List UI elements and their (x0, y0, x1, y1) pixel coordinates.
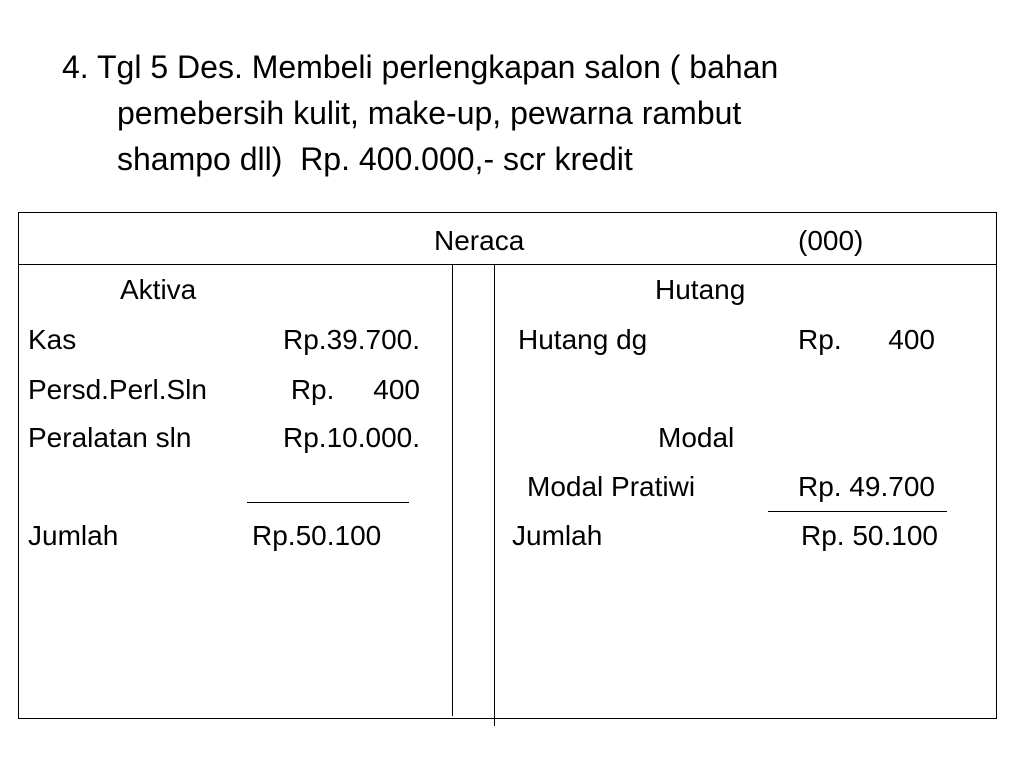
equity-label-modal: Modal Pratiwi (527, 471, 696, 502)
statement-line-3: shampo dll) Rp. 400.000,- scr kredit (117, 141, 633, 177)
statement-line-2: pemebersih kulit, make-up, pewarna rambut (117, 95, 742, 131)
statement-line-1: 4. Tgl 5 Des. Membeli perlengkapan salon ( bahan (62, 49, 779, 85)
unit-label: (000) (798, 225, 864, 256)
t-account-right-divider (494, 264, 495, 726)
asset-sum-underline (247, 502, 409, 503)
aktiva-header: Aktiva (120, 274, 197, 305)
asset-amount-peralatan: Rp.10.000. (283, 422, 420, 453)
asset-label-kas: Kas (28, 324, 77, 355)
asset-label-persediaan: Persd.Perl.Sln (28, 374, 207, 405)
asset-amount-kas: Rp.39.700. (283, 324, 420, 355)
liability-sum-underline (768, 511, 947, 512)
t-account-left-divider (452, 264, 453, 716)
liability-total-amount: Rp. 50.100 (801, 520, 938, 551)
equity-amount-modal: Rp. 49.700 (798, 471, 935, 502)
asset-label-peralatan: Peralatan sln (28, 422, 192, 453)
liability-total-label: Jumlah (512, 520, 603, 551)
asset-amount-persediaan: Rp. 400 (290, 374, 420, 405)
problem-statement (62, 44, 778, 182)
asset-total-amount: Rp.50.100 (252, 520, 382, 551)
asset-total-label: Jumlah (28, 520, 119, 551)
balance-sheet-title: Neraca (434, 225, 525, 256)
title-divider (18, 264, 997, 265)
modal-header: Modal (658, 422, 735, 453)
liability-amount-hutang: Rp. 400 (798, 324, 935, 355)
hutang-header: Hutang (655, 274, 746, 305)
liability-label-hutang: Hutang dg (518, 324, 648, 355)
